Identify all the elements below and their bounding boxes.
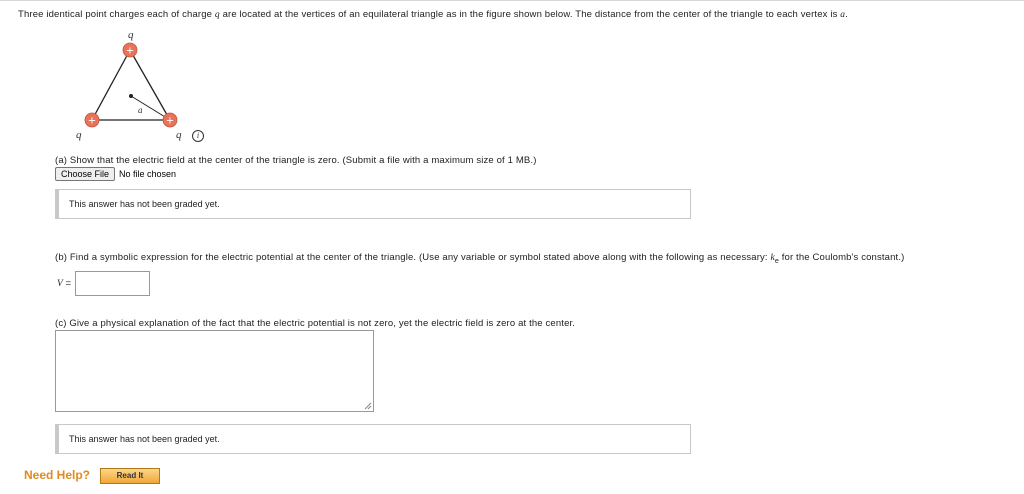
info-icon[interactable]: i xyxy=(192,130,204,142)
file-upload xyxy=(55,167,176,181)
part-c-prompt: (c) Give a physical explanation of the fact that the electric potential is not zero, yet the electric field is zero at the center. xyxy=(55,318,576,329)
right-charge-sign: + xyxy=(165,115,175,127)
potential-answer-input[interactable] xyxy=(75,271,150,296)
left-charge-sign: + xyxy=(87,115,97,127)
part-c-graded-box xyxy=(55,424,691,454)
part-b-prompt: (b) Find a symbolic expression for the electric potential at the center of the triangle. (Use any variable or symbol stated above along with the following as necessary: $k_e$ for the Coulomb's constant.) xyxy=(55,252,905,265)
k-subscript: e xyxy=(774,257,779,265)
triangle-outline xyxy=(92,50,170,120)
part-a-graded-box xyxy=(55,189,691,219)
distance-label: a xyxy=(138,105,143,115)
graded-status: This answer has not been graded yet. xyxy=(69,199,220,209)
file-status: No file chosen xyxy=(119,169,177,179)
part-a-prompt: (a) Show that the electric field at the center of the triangle is zero. (Submit a file with a maximum size of 1 MB.) xyxy=(55,155,537,166)
problem-statement: Three identical point charges each of charge q are located at the vertices of an equilateral triangle as in the figure shown below. The distance from the center of the triangle to each vertex is a. xyxy=(18,9,848,20)
right-charge-label: q xyxy=(176,129,182,141)
top-charge-label: q xyxy=(128,29,134,41)
k-symbol: k xyxy=(770,253,775,263)
v-label: V = xyxy=(57,278,71,289)
need-help-label: Need Help? xyxy=(24,468,91,482)
center-dot xyxy=(129,94,133,98)
graded-status: This answer has not been graded yet. xyxy=(69,434,220,444)
choose-file-button[interactable]: Choose File xyxy=(55,167,115,181)
triangle-figure xyxy=(0,0,260,150)
left-charge-label: q xyxy=(76,129,82,141)
top-charge-sign: + xyxy=(125,45,135,57)
resize-grip-icon[interactable] xyxy=(364,402,372,410)
read-it-button[interactable]: Read It xyxy=(100,468,160,484)
explanation-textarea[interactable] xyxy=(55,330,374,412)
